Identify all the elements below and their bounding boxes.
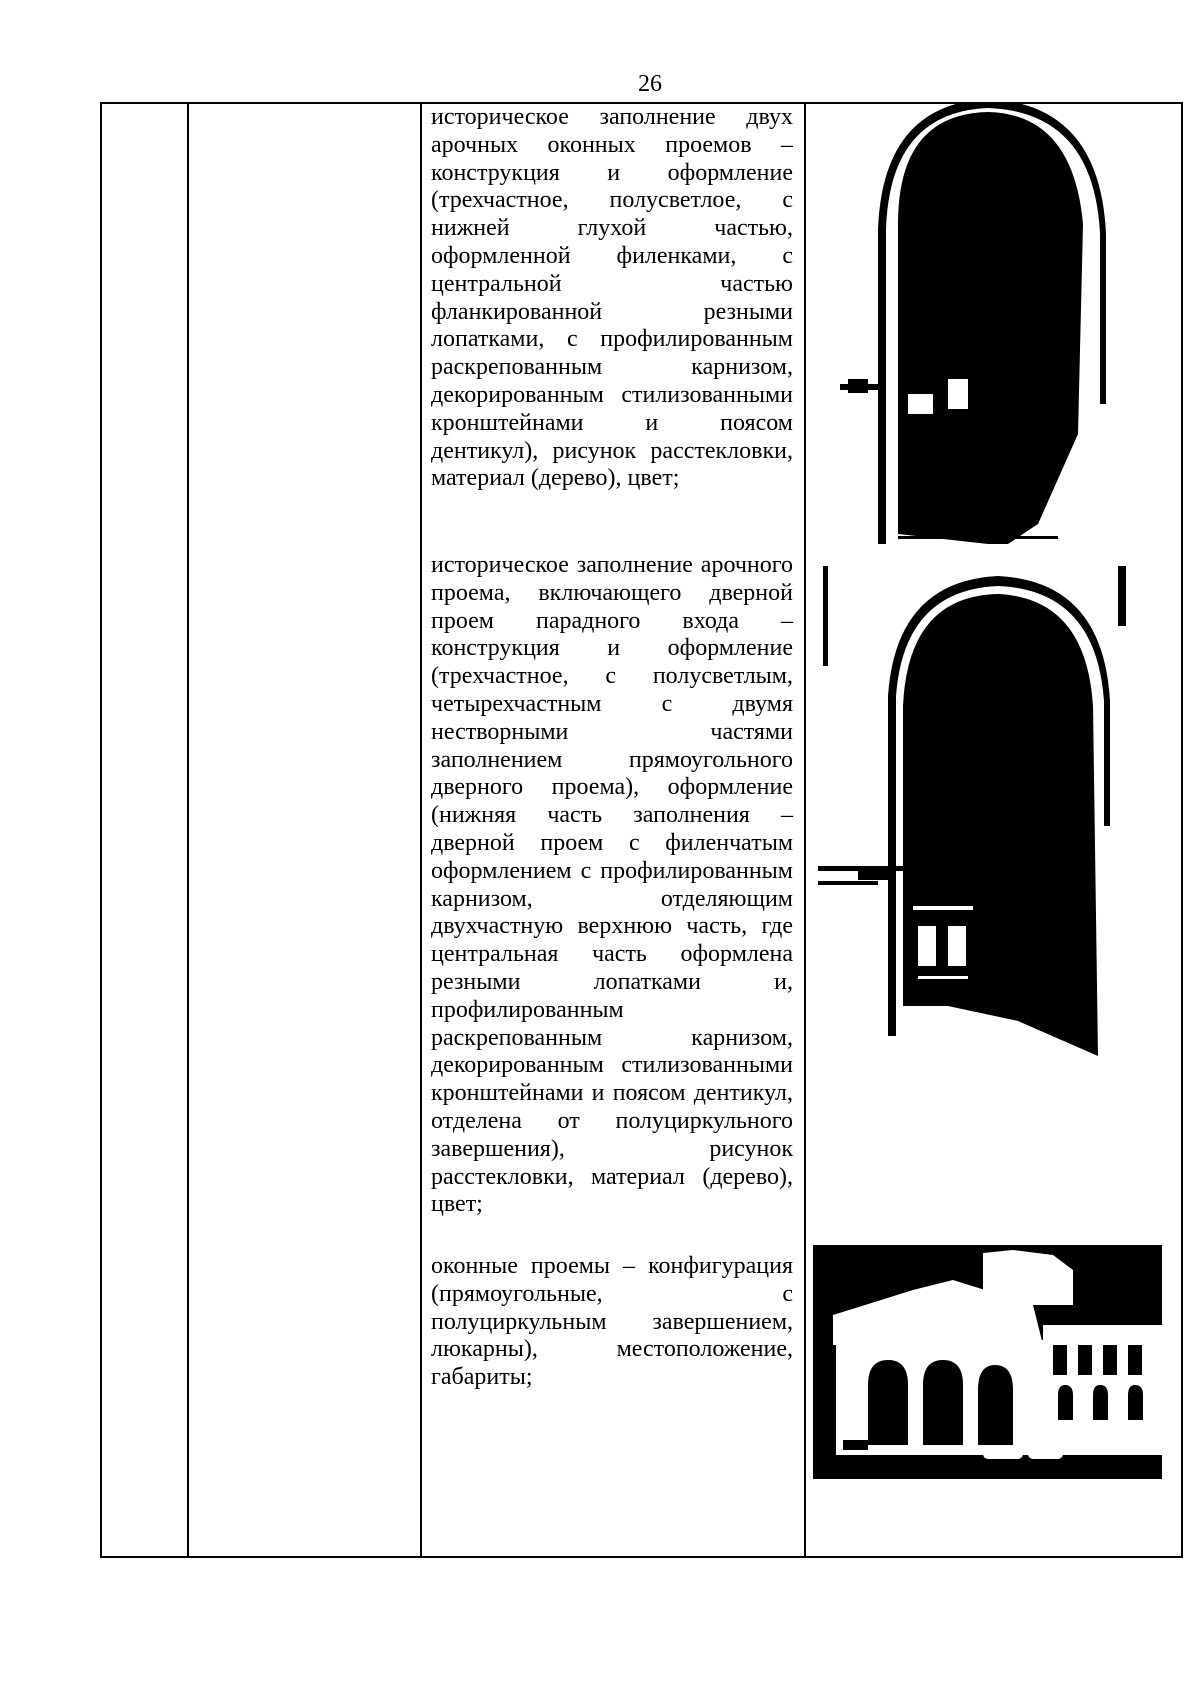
description-text: историческое заполнение арочного проема, включающего дверной проем парадного входа – конструкция и оформление (трехчастное, с полусветлым, четырехчастным с двумя нестворными частями заполнением прямоугольного дверного проема), оформление (нижняя часть заполнения – дверной проем с филенчатым оформлением с профилированным карнизом, отделяющим двухчастную верхнюю часть, где центральная часть оформлена резными лопатками и, профилированным раскрепованным карнизом, декорированным стилизованными кронштейнами и поясом дентикул, отделена от полуциркульного завершения), рисунок расстекловки, материал (дерево), цвет; — [431, 552, 793, 1218]
description-text: историческое заполнение двух арочных оконных проемов – конструкция и оформление (трехчастное, полусветлое, с нижней глухой частью, оформленной филенками, с центральной частью фланкированной резными лопатками, с профилированным раскрепованным карнизом, декорированным стилизованными кронштейнами и поясом дентикул), рисунок расстекловки, материал (дерево), цвет; — [431, 104, 793, 492]
arched-window-photo — [838, 104, 1133, 544]
element-description — [431, 1253, 793, 1392]
building-facade-photo — [813, 1245, 1162, 1479]
description-text: оконные проемы – конфигурация (прямоугольные, с полуциркульным завершением, люкарны), местоположение, габариты; — [431, 1253, 793, 1391]
column-divider — [187, 104, 189, 1556]
element-description — [431, 104, 793, 493]
column-divider — [420, 104, 422, 1556]
arched-entrance-photo — [818, 566, 1138, 1056]
page-number: 26 — [638, 71, 662, 97]
element-description — [431, 552, 793, 1219]
column-divider — [804, 104, 806, 1556]
